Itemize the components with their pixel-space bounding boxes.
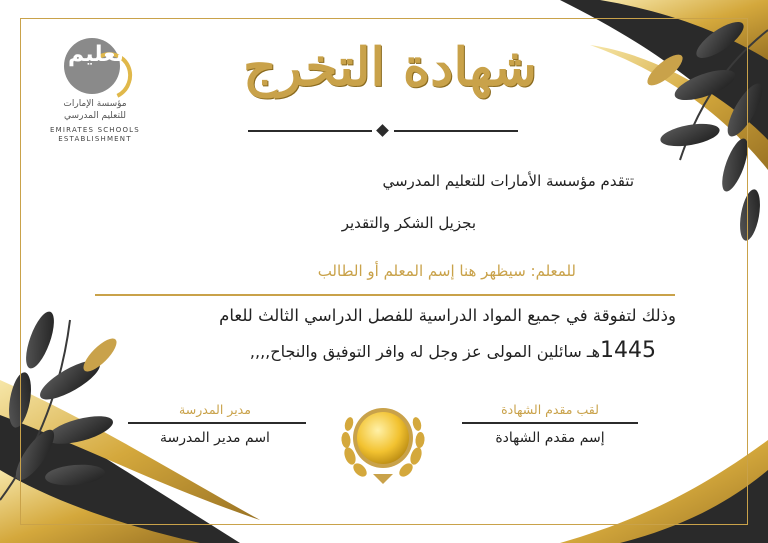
title-divider-left [248,130,372,132]
logo-mark: تعليم [68,42,124,67]
logo-english-line2: ESTABLISHMENT [58,135,132,143]
logo-arabic-line1: مؤسسة الإمارات [63,99,127,109]
thanks-text: بجزيل الشكر والتقدير [341,214,476,232]
recipient-underline [95,294,675,296]
school-logo [50,38,140,148]
reason-line-1: وذلك لتفوقة في جميع المواد الدراسية للفصل الدراسي الثالث للعام [219,306,676,325]
reason-line-2-text: هـ سائلين المولى عز وجل له وافر التوفيق والنجاح,,,, [249,342,600,361]
right-signature-name: إسم مقدم الشهادة [495,430,605,446]
logo-english-line1: EMIRATES SCHOOLS [50,126,140,134]
logo-arabic-line2: للتعليم المدرسي [64,111,126,121]
logo-arabic-text [50,98,140,122]
right-signature-line [462,422,638,424]
left-signature-line [128,422,306,424]
gold-seal-icon [338,394,428,488]
left-signature-label: مدير المدرسة [179,402,251,417]
recipient-text: للمعلم: سيظهر هنا إسم المعلم أو الطالب [317,262,576,280]
left-signature-name: اسم مدير المدرسة [160,430,270,446]
issuer-text: تتقدم مؤسسة الأمارات للتعليم المدرسي [382,172,634,190]
reason-line-2 [250,338,656,363]
title-divider-right [394,130,518,132]
year-number: 1445 [600,338,656,363]
right-signature-label: لقب مقدم الشهادة [501,402,599,417]
logo-english-text [50,126,140,144]
certificate-title: شهادة التخرج [243,37,537,98]
